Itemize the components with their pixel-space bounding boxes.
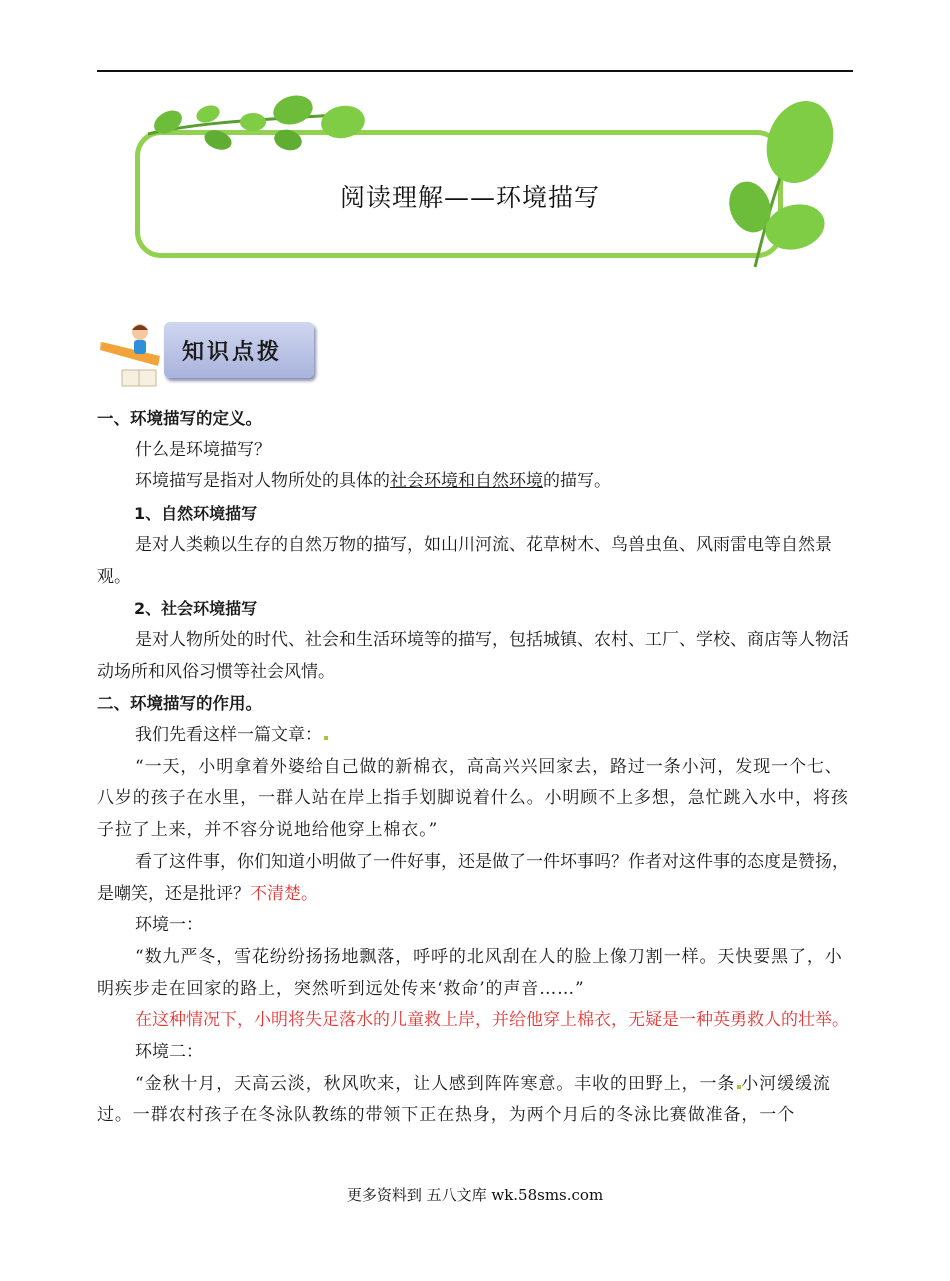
definition-end: 的描写。: [543, 471, 611, 492]
top-rule: [97, 70, 853, 72]
section2-heading: 二、环境描写的作用。: [97, 694, 262, 714]
section2-question: [97, 847, 855, 910]
section1-question: 什么是环境描写？: [135, 439, 271, 460]
sub1-text: 是对人类赖以生存的自然万物的描写，如山川河流、花草树木、鸟兽虫鱼、风雨雷电等自然景观。: [97, 534, 832, 587]
content-body: [97, 403, 855, 1132]
sub2-text: 是对人物所处的时代、社会和生活环境等的描写，包括城镇、农村、工厂、学校、商店等人物活动场所和风俗习惯等社会风情。: [97, 629, 849, 682]
section1-definition: [97, 466, 855, 498]
green-dot-mark: [324, 736, 328, 740]
leaf-vine-left-icon: [138, 92, 378, 162]
env1-comment: 在这种情况下，小明将失足落水的儿童救上岸，并给他穿上棉衣，无疑是一种英勇救人的壮举。: [135, 1010, 849, 1031]
footer-text: 更多资料到 五八文库 wk.58sms.com: [346, 1186, 604, 1204]
title-banner: [120, 92, 840, 272]
story-quote: “一天，小明拿着外婆给自己做的新棉衣，高高兴兴回家去，路过一条小河，发现一个七、八岁的孩子在水里，一群人站在岸上指手划脚说着什么。小明顾不上多想，急忙跳入水中，将孩子拉了上来，并不容分说地给他穿上棉衣。”: [97, 756, 849, 841]
girl-on-pencil-icon: [100, 320, 180, 390]
env2-quote: [97, 1069, 855, 1132]
definition-text: 环境描写是指对人物所处的具体的: [135, 471, 390, 492]
intro-text: 我们先看这样一篇文章：: [135, 725, 322, 746]
page-title: 阅读理解——环境描写: [339, 183, 600, 212]
env2-label: 环境二：: [135, 1042, 203, 1063]
question-text: 看了这件事，你们知道小明做了一件好事，还是做了一件坏事吗？作者对这件事的态度是赞扬，是嘲笑，还是批评？: [97, 851, 849, 904]
section2-intro: [97, 720, 855, 752]
env2-text-a: “金秋十月，天高云淡，秋风吹来，让人感到阵阵寒意。丰收的田野上，一条: [135, 1073, 736, 1094]
sub2-heading: 2、社会环境描写: [134, 599, 258, 619]
sub1-heading: 1、自然环境描写: [134, 504, 258, 524]
env2-text-b: 小河缓缓流过。一群农村孩子在冬泳队教练的带领下正在热身，为两个月后的冬泳比赛做准备，一个: [97, 1073, 831, 1126]
knowledge-badge: [100, 320, 320, 390]
definition-underlined: 社会环境和自然环境: [390, 471, 543, 492]
question-answer: 不清楚。: [250, 883, 318, 904]
env1-quote: “数九严冬，雪花纷纷扬扬地飘落，呼呼的北风刮在人的脸上像刀割一样。天快要黑了，小明疾步走在回家的路上，突然听到远处传来‘救命’的声音……”: [97, 946, 843, 999]
badge-label: 知识点拨: [182, 340, 283, 365]
section1-heading: 一、环境描写的定义。: [97, 409, 262, 428]
env1-label: 环境一：: [135, 915, 203, 936]
